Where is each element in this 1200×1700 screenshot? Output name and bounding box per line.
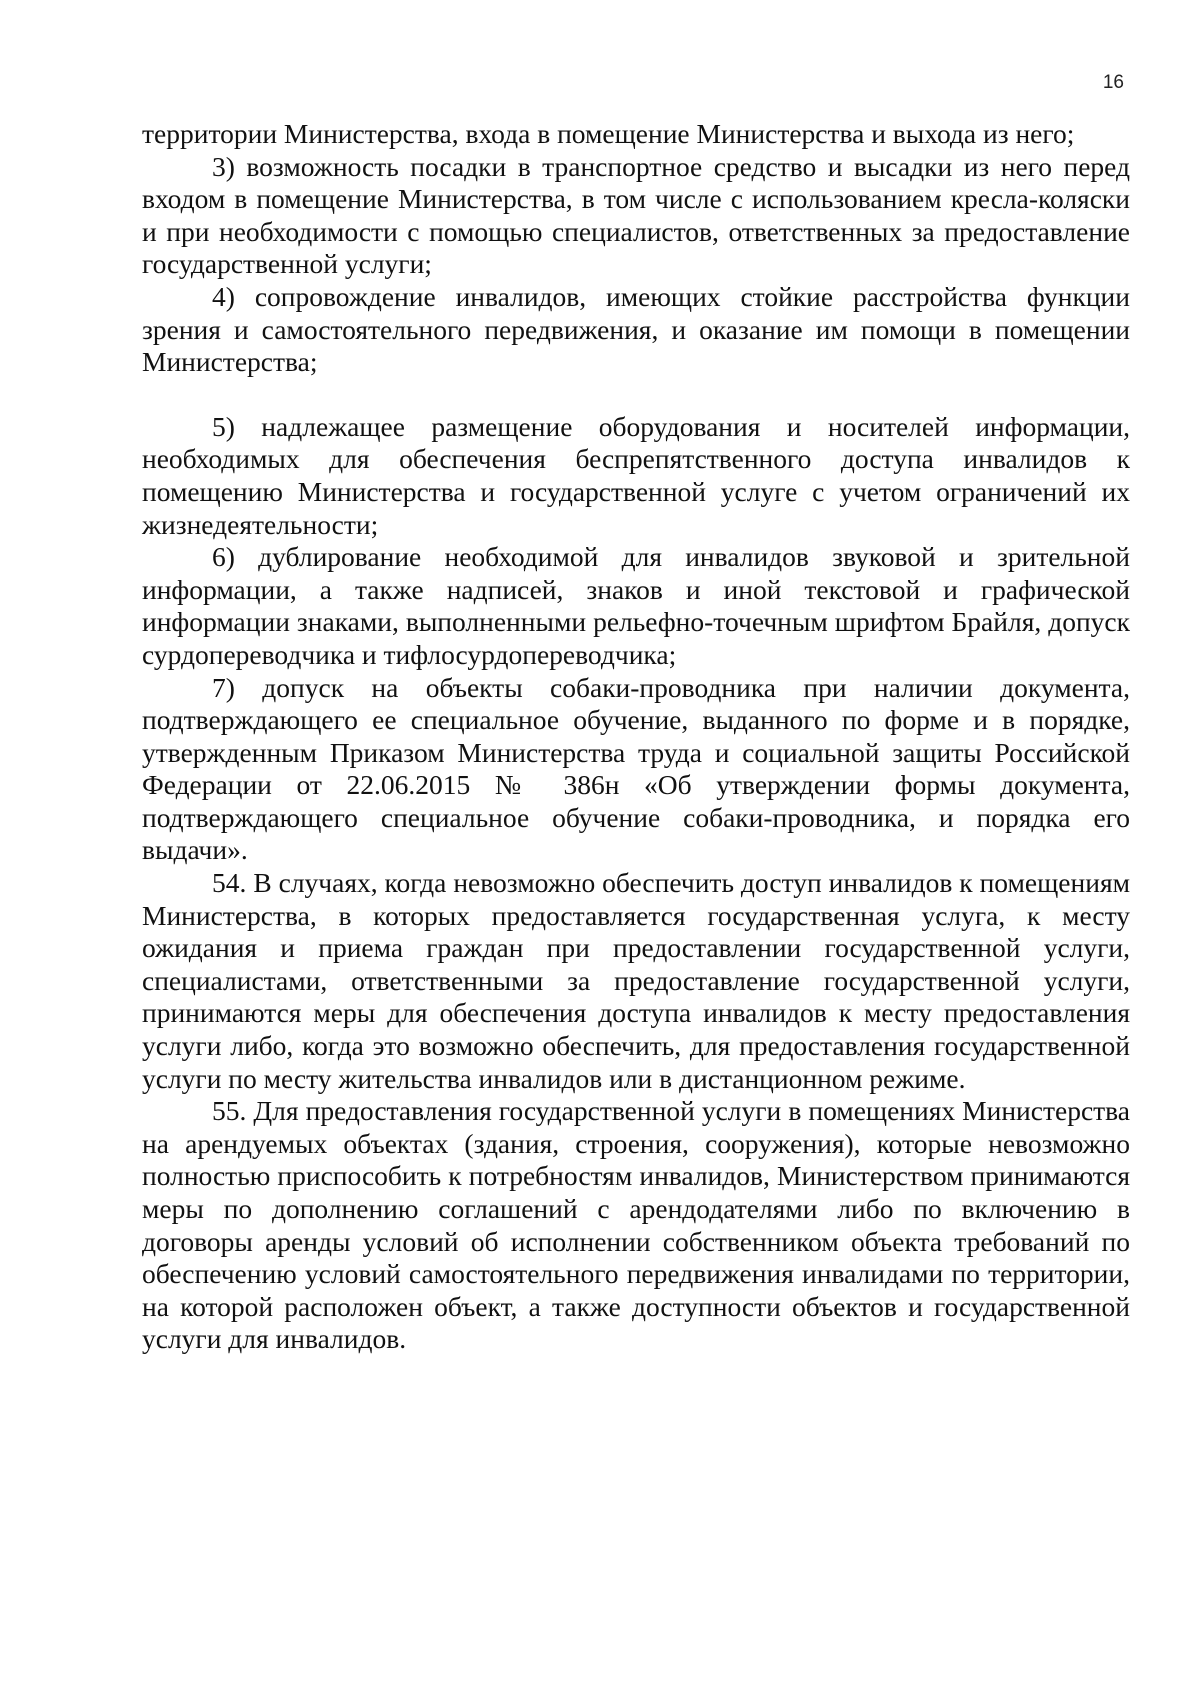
document-body xyxy=(142,118,1130,1356)
paragraph: 3) возможность посадки в транспортное средство и высадки из него перед входом в помещение Министерства, в том числе с использованием кресла-коляски и при необходимости с помощью специалистов, ответственных за предоставление государственной услуги; xyxy=(142,150,1130,280)
paragraph: 7) допуск на объекты собаки-проводника при наличии документа, подтверждающего ее специальное обучение, выданного по форме и в порядке, утвержденным Приказом Министерства труда и социальной защиты Российской Федерации от 22.06.2015 № 386н «Об утверждении формы документа, подтверждающего специальное обучение собаки-проводника, и порядка его выдачи». xyxy=(142,671,1130,866)
paragraph: территории Министерства, входа в помещение Министерства и выхода из него; xyxy=(142,118,1075,149)
page-number: 16 xyxy=(1102,72,1124,93)
paragraph: 54. В случаях, когда невозможно обеспечить доступ инвалидов к помещениям Министерства, в которых предоставляется государственная услуга, к месту ожидания и приема граждан при предоставлении государственной услуги, специалистами, ответственными за предоставление государственной услуги, принимаются меры для обеспечения доступа инвалидов к месту предоставления услуги либо, когда это возможно обеспечить, для предоставления государственной услуги по месту жительства инвалидов или в дистанционном режиме. xyxy=(142,867,1130,1094)
paragraph-spacer xyxy=(142,379,1130,411)
paragraph: 6) дублирование необходимой для инвалидов звуковой и зрительной информации, а также надписей, знаков и иной текстовой и графической информации знаками, выполненными рельефно-точечным шрифтом Брайля, допуск сурдопереводчика и тифлосурдопереводчика; xyxy=(142,541,1130,670)
paragraph: 5) надлежащее размещение оборудования и носителей информации, необходимых для обеспечения беспрепятственного доступа инвалидов к помещению Министерства и государственной услуге с учетом ограничений их жизнедеятельности; xyxy=(142,410,1130,540)
paragraph: 4) сопровождение инвалидов, имеющих стойкие расстройства функции зрения и самостоятельного передвижения, и оказание им помощи в помещении Министерства; xyxy=(142,280,1130,378)
paragraph: 55. Для предоставления государственной услуги в помещениях Министерства на арендуемых объектах (здания, строения, сооружения), которые невозможно полностью приспособить к потребностям инвалидов, Министерством принимаются меры по дополнению соглашений с арендодателями либо по включению в договоры аренды условий об исполнении собственником объекта требований по обеспечению условий самостоятельного передвижения инвалидами по территории, на которой расположен объект, а также доступности объектов и государственной услуги для инвалидов. xyxy=(142,1095,1130,1355)
